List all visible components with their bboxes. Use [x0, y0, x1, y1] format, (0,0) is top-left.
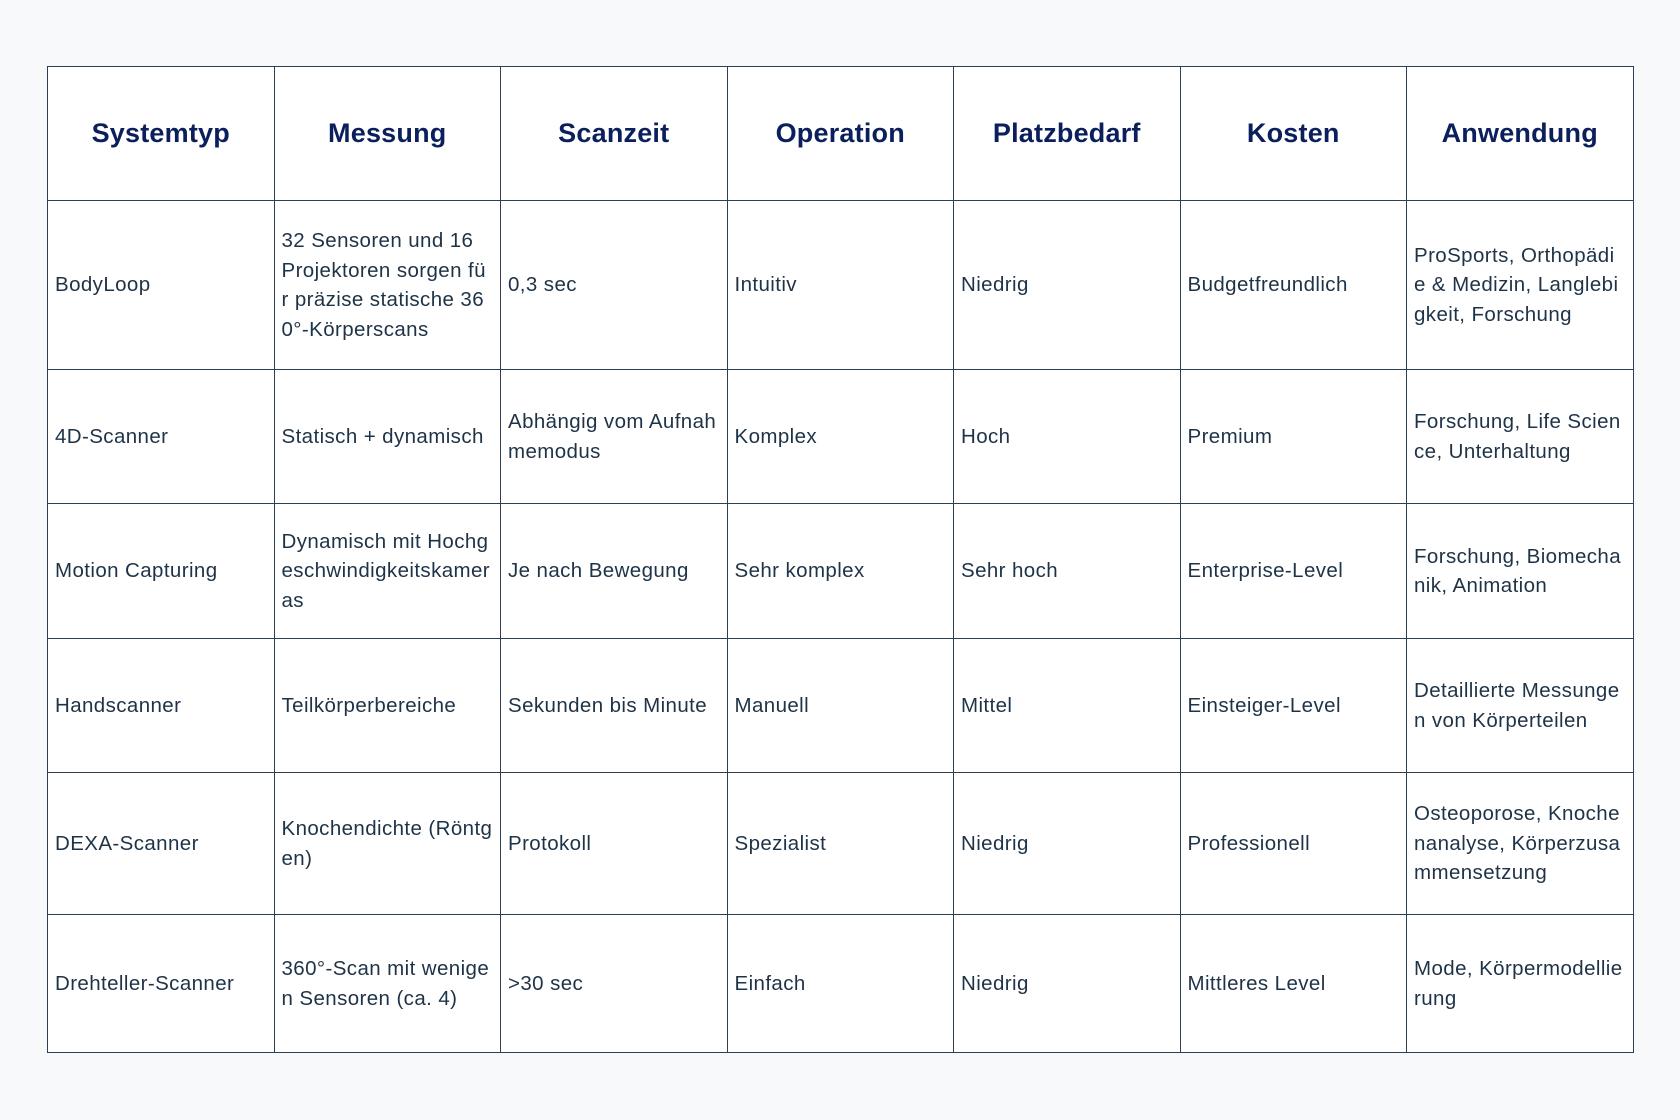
cell-kosten: Einsteiger-Level	[1180, 639, 1407, 773]
cell-systemtyp: 4D-Scanner	[48, 370, 275, 504]
cell-messung: Teilkörperbereiche	[274, 639, 501, 773]
cell-messung: 32 Sensoren und 16 Projektoren sorgen für präzise statische 360°-Körperscans	[274, 201, 501, 370]
cell-systemtyp: Handscanner	[48, 639, 275, 773]
table-row	[48, 915, 1634, 1053]
cell-anwendung: ProSports, Orthopädie & Medizin, Langlebigkeit, Forschung	[1407, 201, 1634, 370]
cell-messung: Dynamisch mit Hochgeschwindigkeitskameras	[274, 504, 501, 639]
cell-anwendung: Forschung, Life Science, Unterhaltung	[1407, 370, 1634, 504]
cell-scanzeit: Abhängig vom Aufnahmemodus	[501, 370, 728, 504]
cell-platzbedarf: Mittel	[954, 639, 1181, 773]
cell-kosten: Premium	[1180, 370, 1407, 504]
header-kosten: Kosten	[1180, 67, 1407, 201]
header-systemtyp: Systemtyp	[48, 67, 275, 201]
cell-scanzeit: >30 sec	[501, 915, 728, 1053]
cell-scanzeit: Sekunden bis Minute	[501, 639, 728, 773]
table-row	[48, 639, 1634, 773]
cell-kosten: Budgetfreundlich	[1180, 201, 1407, 370]
header-messung: Messung	[274, 67, 501, 201]
cell-platzbedarf: Niedrig	[954, 201, 1181, 370]
cell-anwendung: Mode, Körpermodellierung	[1407, 915, 1634, 1053]
table-row	[48, 370, 1634, 504]
header-scanzeit: Scanzeit	[501, 67, 728, 201]
scanner-comparison-table	[47, 66, 1634, 1053]
cell-platzbedarf: Niedrig	[954, 915, 1181, 1053]
header-platzbedarf: Platzbedarf	[954, 67, 1181, 201]
cell-operation: Intuitiv	[727, 201, 954, 370]
cell-operation: Manuell	[727, 639, 954, 773]
cell-platzbedarf: Niedrig	[954, 773, 1181, 915]
cell-systemtyp: Drehteller-Scanner	[48, 915, 275, 1053]
cell-operation: Einfach	[727, 915, 954, 1053]
cell-anwendung: Detaillierte Messungen von Körperteilen	[1407, 639, 1634, 773]
cell-platzbedarf: Hoch	[954, 370, 1181, 504]
cell-kosten: Mittleres Level	[1180, 915, 1407, 1053]
cell-operation: Sehr komplex	[727, 504, 954, 639]
cell-platzbedarf: Sehr hoch	[954, 504, 1181, 639]
header-anwendung: Anwendung	[1407, 67, 1634, 201]
table-row	[48, 773, 1634, 915]
header-operation: Operation	[727, 67, 954, 201]
cell-messung: 360°-Scan mit wenigen Sensoren (ca. 4)	[274, 915, 501, 1053]
cell-systemtyp: DEXA-Scanner	[48, 773, 275, 915]
cell-systemtyp: BodyLoop	[48, 201, 275, 370]
cell-anwendung: Forschung, Biomechanik, Animation	[1407, 504, 1634, 639]
cell-kosten: Professionell	[1180, 773, 1407, 915]
cell-operation: Spezialist	[727, 773, 954, 915]
cell-operation: Komplex	[727, 370, 954, 504]
cell-systemtyp: Motion Capturing	[48, 504, 275, 639]
table-row	[48, 201, 1634, 370]
cell-scanzeit: Je nach Bewegung	[501, 504, 728, 639]
cell-kosten: Enterprise-Level	[1180, 504, 1407, 639]
cell-scanzeit: 0,3 sec	[501, 201, 728, 370]
cell-messung: Knochendichte (Röntgen)	[274, 773, 501, 915]
cell-scanzeit: Protokoll	[501, 773, 728, 915]
table-header-row	[48, 67, 1634, 201]
cell-anwendung: Osteoporose, Knochenanalyse, Körperzusammensetzung	[1407, 773, 1634, 915]
table-row	[48, 504, 1634, 639]
comparison-table-container	[47, 66, 1633, 1053]
cell-messung: Statisch + dynamisch	[274, 370, 501, 504]
